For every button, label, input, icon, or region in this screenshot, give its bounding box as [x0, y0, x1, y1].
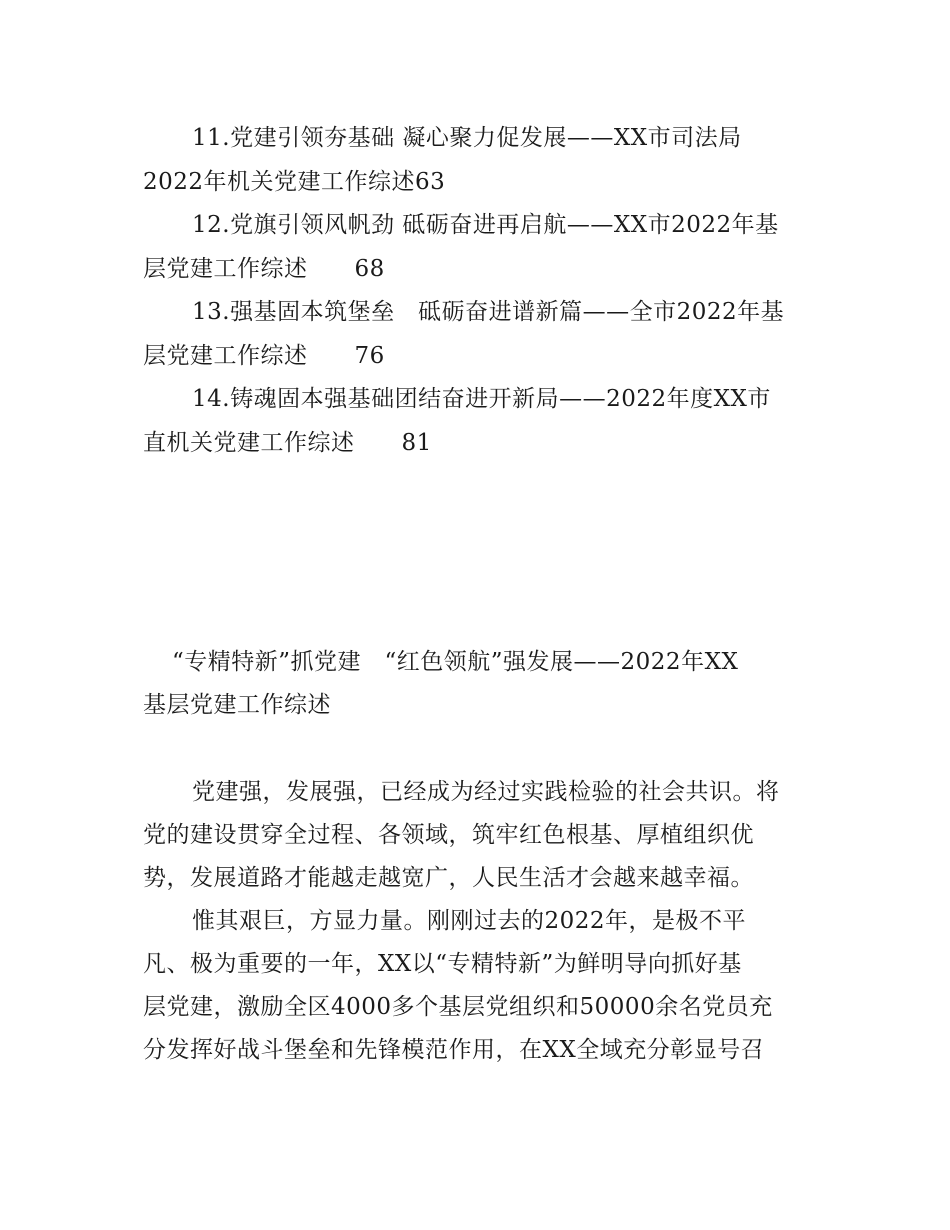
toc-item-12-line1: 12.党旗引领风帆劲 砥砺奋进再启航——XX市2022年基 [192, 212, 779, 238]
toc-item-11-line1: 11.党建引领夯基础 凝心聚力促发展——XX市司法局 [192, 125, 742, 151]
toc-item-11-line2: 2022年机关党建工作综述63 [143, 169, 446, 195]
paragraph-line: 惟其艰巨，方显力量。刚刚过去的2022年，是极不平 [192, 908, 747, 934]
toc-item-13-line2: 层党建工作综述 76 [143, 343, 385, 369]
toc-item-14-line1: 14.铸魂固本强基础团结奋进开新局——2022年度XX市 [192, 386, 771, 412]
toc-item-14-line2: 直机关党建工作综述 81 [143, 430, 432, 456]
toc-item-12-line2: 层党建工作综述 68 [143, 256, 385, 282]
paragraph-line: 党建强，发展强，已经成为经过实践检验的社会共识。将 [192, 779, 780, 805]
paragraph-line: 分发挥好战斗堡垒和先锋模范作用，在XX全域充分彰显号召 [143, 1037, 765, 1063]
paragraph-line: 凡、极为重要的一年，XX以“专精特新”为鲜明导向抓好基 [143, 951, 742, 977]
paragraph-line: 势，发展道路才能越走越宽广，人民生活才会越来越幸福。 [143, 865, 754, 891]
article-title-line1: “专精特新”抓党建 “红色领航”强发展——2022年XX [172, 649, 739, 675]
toc-item-13-line1: 13.强基固本筑堡垒 砥砺奋进谱新篇——全市2022年基 [192, 299, 785, 325]
paragraph-line: 层党建，激励全区4000多个基层党组织和50000余名党员充 [143, 994, 773, 1020]
article-title-line2: 基层党建工作综述 [143, 692, 331, 718]
paragraph-line: 党的建设贯穿全过程、各领域，筑牢红色根基、厚植组织优 [143, 822, 754, 848]
